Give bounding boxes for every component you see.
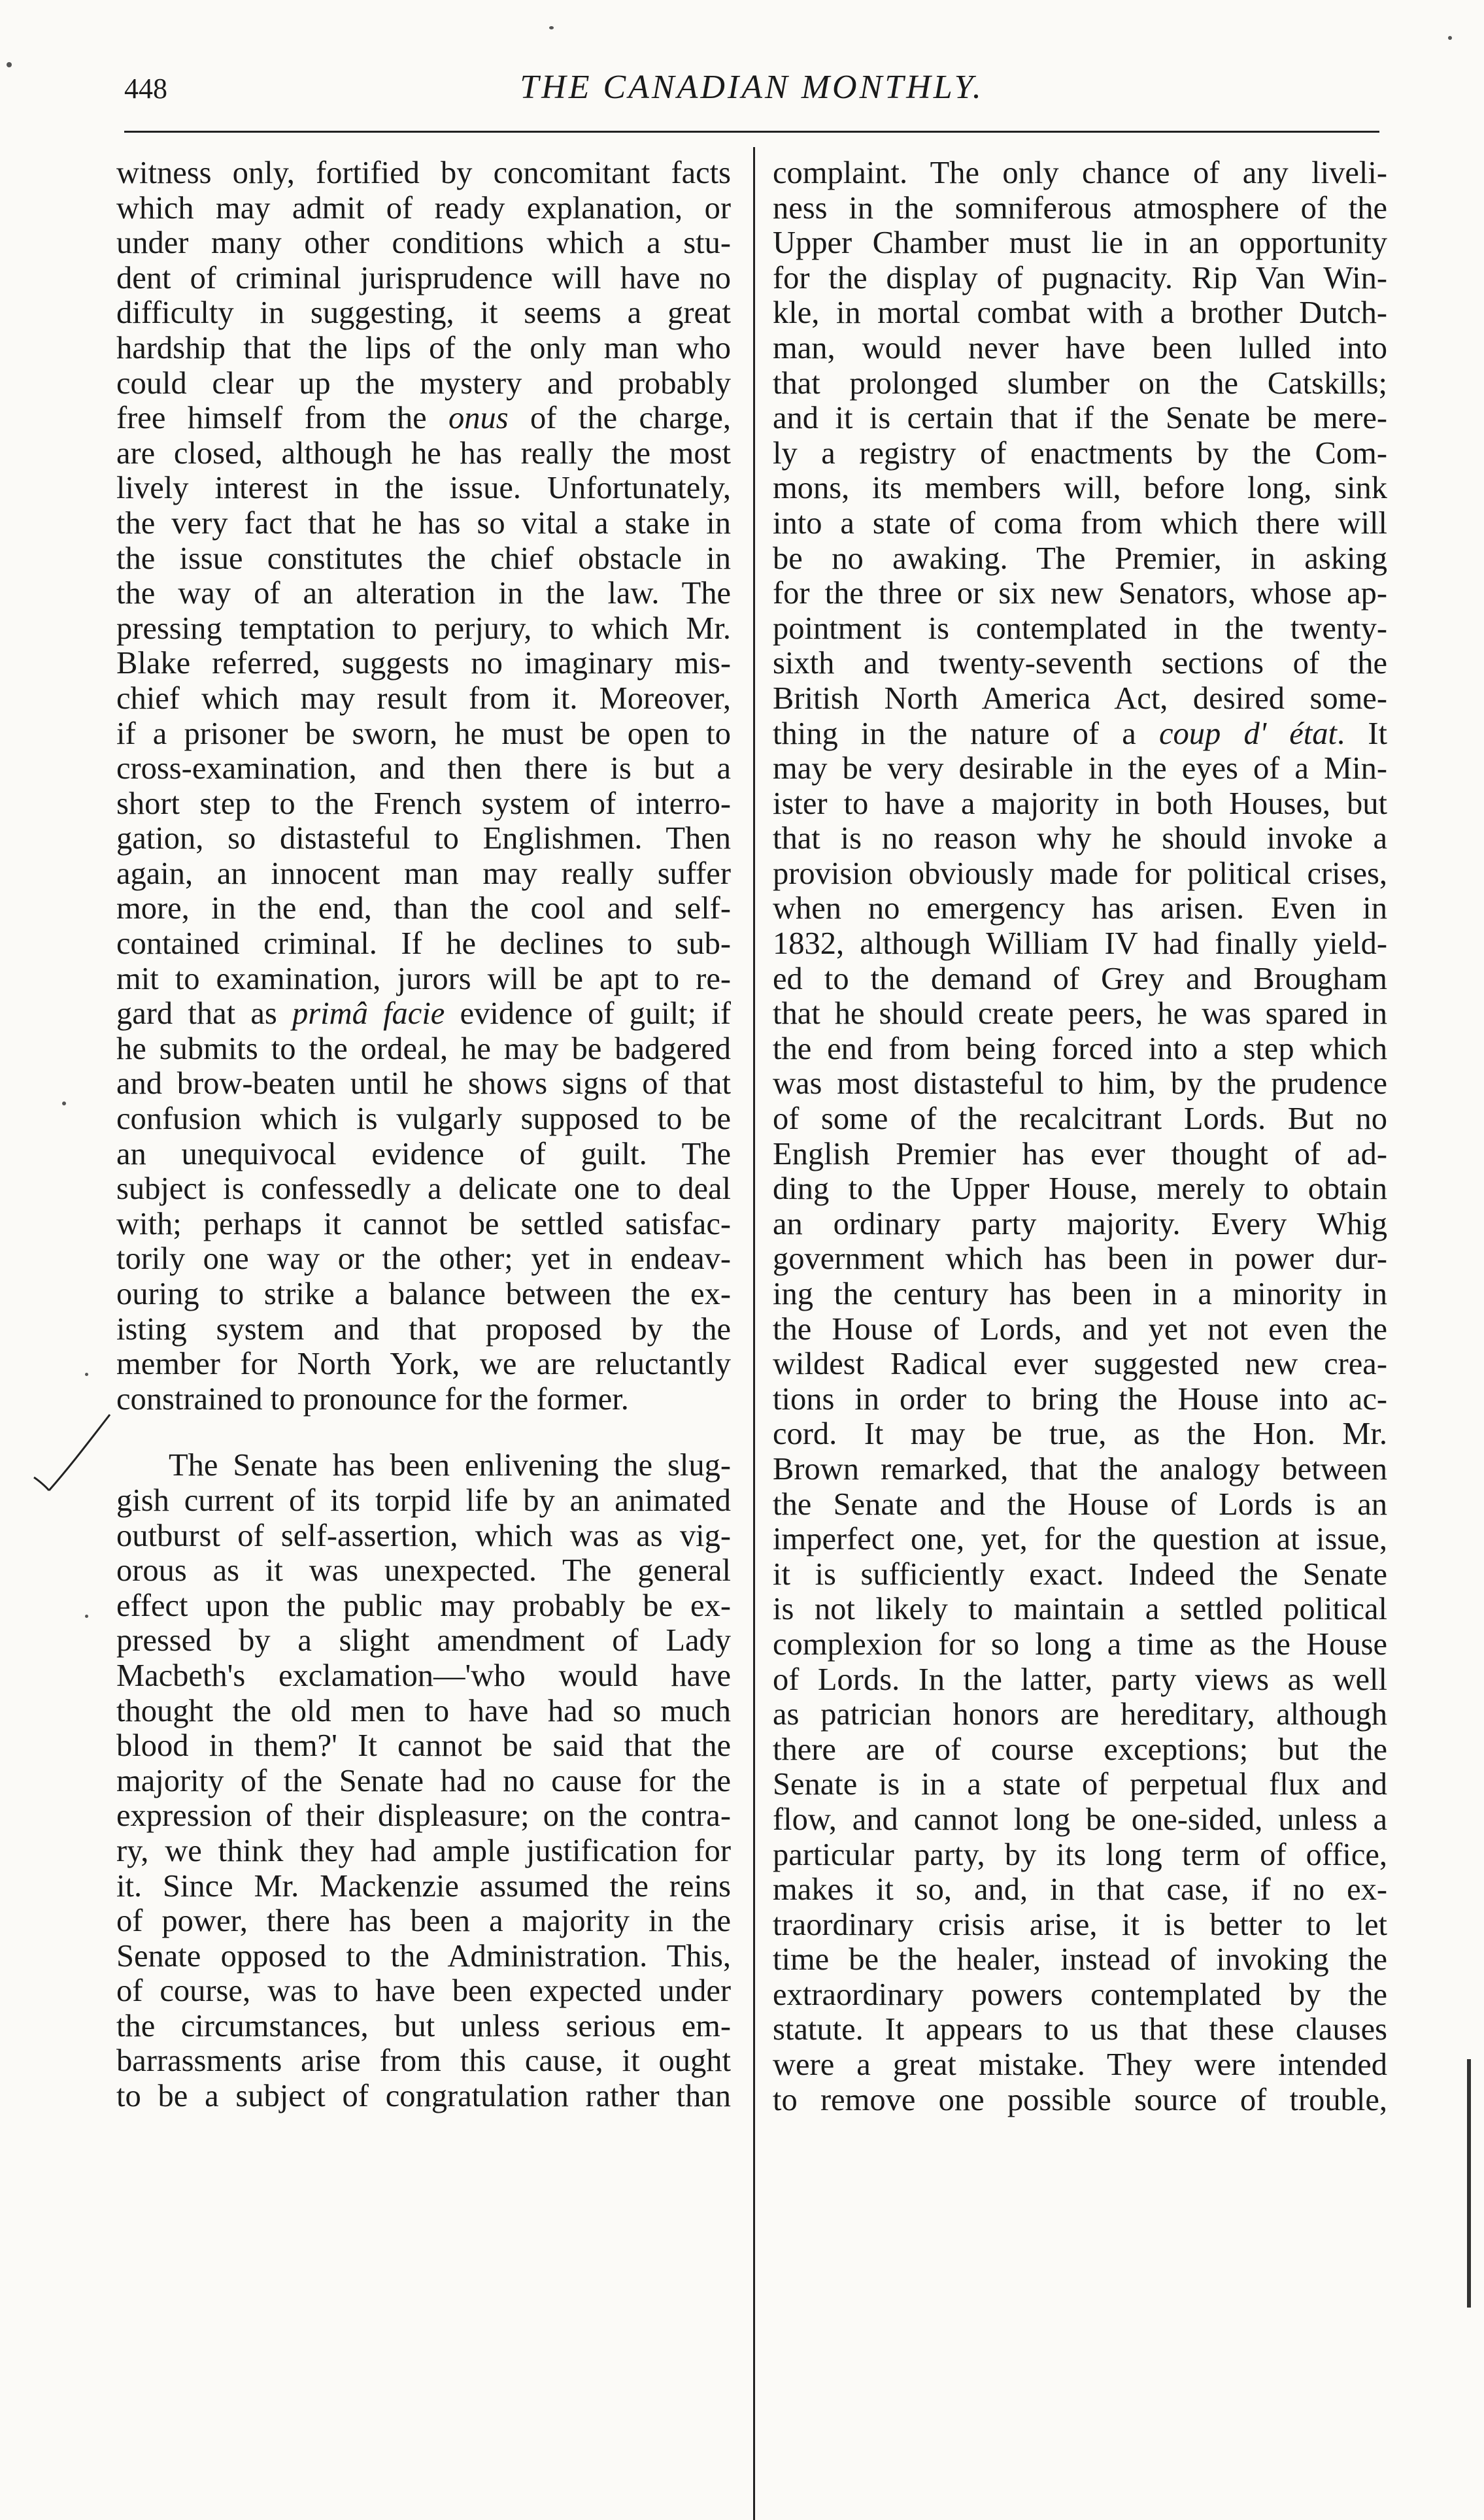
text-line: difficulty in suggesting, it seems a great bbox=[116, 295, 731, 331]
text-line: gish current of its torpid life by an animated bbox=[116, 1483, 731, 1518]
text-line: orous as it was unexpected. The general bbox=[116, 1553, 731, 1588]
text-line: when no emergency has arisen. Even in bbox=[773, 891, 1387, 926]
text-line: The Senate has been enlivening the slug- bbox=[169, 1448, 731, 1483]
text-line: into a state of coma from which there will bbox=[773, 505, 1387, 541]
text-line: be no awaking. The Premier, in asking bbox=[773, 541, 1387, 576]
text-line: mons, its members will, before long, sink bbox=[773, 471, 1387, 506]
text-line: pointment is contemplated in the twenty- bbox=[773, 611, 1387, 646]
text-line: for the display of pugnacity. Rip Van Win- bbox=[773, 260, 1387, 295]
text-line: contained criminal. If he declines to sub- bbox=[116, 926, 731, 962]
text-line: ing the century has been in a minority in bbox=[773, 1277, 1387, 1311]
handwritten-check-mark bbox=[33, 1412, 111, 1497]
text-line: confusion which is vulgarly supposed to be bbox=[116, 1101, 731, 1137]
text-line: it. Since Mr. Mackenzie assumed the reins bbox=[116, 1868, 731, 1904]
text-line: time be the healer, instead of invoking the bbox=[773, 1942, 1387, 1977]
text-line: isting system and that proposed by the bbox=[116, 1311, 731, 1347]
text-line: is not likely to maintain a settled political bbox=[773, 1592, 1387, 1627]
text-line: that prolonged slumber on the Catskills; bbox=[773, 365, 1387, 401]
text-line: more, in the end, than the cool and self- bbox=[116, 891, 731, 926]
text-line: ly a registry of enactments by the Com- bbox=[773, 435, 1387, 471]
text-line: thing in the nature of a coup d' état. It bbox=[773, 716, 1387, 751]
paragraph-gap bbox=[116, 1417, 731, 1448]
text-line: kle, in mortal combat with a brother Dutch- bbox=[773, 295, 1387, 331]
text-line: to be a subject of congratulation rather than bbox=[116, 2079, 731, 2114]
text-line: it is sufficiently exact. Indeed the Senate bbox=[773, 1556, 1387, 1592]
text-line: statute. It appears to us that these clauses bbox=[773, 2012, 1387, 2047]
text-line: mit to examination, jurors will be apt to re- bbox=[116, 961, 731, 996]
text-line: sixth and twenty-seventh sections of the bbox=[773, 646, 1387, 681]
page-header bbox=[124, 65, 1379, 124]
text-line: witness only, fortified by concomitant facts bbox=[116, 156, 731, 190]
text-line: and brow-beaten until he shows signs of that bbox=[116, 1066, 731, 1101]
text-line: subject is confessedly a delicate one to deal bbox=[116, 1171, 731, 1207]
text-line: blood in them?' It cannot be said that the bbox=[116, 1728, 731, 1764]
left-column bbox=[116, 156, 731, 2114]
text-line: again, an innocent man may really suffer bbox=[116, 856, 731, 891]
text-line: an ordinary party majority. Every Whig bbox=[773, 1206, 1387, 1241]
text-line: barrassments arise from this cause, it ought bbox=[116, 2043, 731, 2079]
text-line: as patrician honors are hereditary, although bbox=[773, 1697, 1387, 1732]
text-line: could clear up the mystery and probably bbox=[116, 365, 731, 401]
text-line: government which has been in power dur- bbox=[773, 1241, 1387, 1277]
text-line: dent of criminal jurisprudence will have no bbox=[116, 260, 731, 295]
text-line: of Lords. In the latter, party views as well bbox=[773, 1662, 1387, 1697]
text-line: 1832, although William IV had finally yield- bbox=[773, 926, 1387, 962]
text-line: the way of an alteration in the law. The bbox=[116, 576, 731, 611]
text-line: particular party, by its long term of office, bbox=[773, 1837, 1387, 1872]
scan-edge-mark bbox=[1467, 2059, 1471, 2308]
text-line: was most distasteful to him, by the prudence bbox=[773, 1066, 1387, 1101]
text-line: short step to the French system of interro- bbox=[116, 786, 731, 821]
right-column bbox=[773, 156, 1387, 2117]
text-line: gation, so distasteful to Englishmen. Then bbox=[116, 821, 731, 856]
text-line: majority of the Senate had no cause for the bbox=[116, 1763, 731, 1798]
text-line: Senate opposed to the Administration. This, bbox=[116, 1938, 731, 1974]
text-line: the Senate and the House of Lords is an bbox=[773, 1487, 1387, 1522]
text-line: which may admit of ready explanation, or bbox=[116, 190, 731, 226]
text-line: the issue constitutes the chief obstacle in bbox=[116, 541, 731, 576]
text-line: thought the old men to have had so much bbox=[116, 1693, 731, 1728]
text-line: were a great mistake. They were intended bbox=[773, 2047, 1387, 2083]
text-line: of power, there has been a majority in the bbox=[116, 1904, 731, 1939]
text-line: makes it so, and, in that case, if no ex- bbox=[773, 1872, 1387, 1907]
text-line: the House of Lords, and yet not even the bbox=[773, 1311, 1387, 1347]
text-line: may be very desirable in the eyes of a Min- bbox=[773, 751, 1387, 786]
text-line: Upper Chamber must lie in an opportunity bbox=[773, 226, 1387, 261]
text-line: ness in the somniferous atmosphere of the bbox=[773, 190, 1387, 226]
scan-speck bbox=[62, 1101, 66, 1105]
text-line: effect upon the public may probably be ex- bbox=[116, 1588, 731, 1623]
text-line: and it is certain that if the Senate be mere- bbox=[773, 401, 1387, 436]
text-line: torily one way or the other; yet in endeav- bbox=[116, 1241, 731, 1277]
text-line: English Premier has ever thought of ad- bbox=[773, 1136, 1387, 1171]
text-line: Blake referred, suggests no imaginary mis- bbox=[116, 646, 731, 681]
text-line: chief which may result from it. Moreover, bbox=[116, 680, 731, 716]
italic-phrase: primâ facie bbox=[292, 996, 445, 1032]
column-divider bbox=[753, 147, 755, 2520]
text-line: British North America Act, desired some- bbox=[773, 680, 1387, 716]
text-line: cross-examination, and then there is but a bbox=[116, 751, 731, 786]
text-line: flow, and cannot long be one-sided, unless a bbox=[773, 1802, 1387, 1837]
text-line: expression of their displeasure; on the contra- bbox=[116, 1798, 731, 1834]
text-line: pressing temptation to perjury, to which Mr. bbox=[116, 611, 731, 646]
text-line: the end from being forced into a step which bbox=[773, 1031, 1387, 1066]
text-line: constrained to pronounce for the former. bbox=[116, 1381, 629, 1417]
header-rule bbox=[124, 131, 1379, 133]
text-line: an unequivocal evidence of guilt. The bbox=[116, 1136, 731, 1171]
text-line: tions in order to bring the House into ac- bbox=[773, 1381, 1387, 1417]
text-line: ouring to strike a balance between the ex- bbox=[116, 1277, 731, 1311]
text-line: hardship that the lips of the only man who bbox=[116, 330, 731, 365]
text-line: outburst of self-assertion, which was as vig- bbox=[116, 1518, 731, 1553]
text-line: ister to have a majority in both Houses, but bbox=[773, 786, 1387, 821]
text-line: Brown remarked, that the analogy between bbox=[773, 1451, 1387, 1487]
text-line: Senate is in a state of perpetual flux and bbox=[773, 1767, 1387, 1802]
text-line: wildest Radical ever suggested new crea- bbox=[773, 1347, 1387, 1382]
text-line: if a prisoner be sworn, he must be open to bbox=[116, 716, 731, 751]
text-line: member for North York, we are reluctantly bbox=[116, 1347, 731, 1382]
text-line: with; perhaps it cannot be settled satisfac- bbox=[116, 1206, 731, 1241]
text-line: for the three or six new Senators, whose ap- bbox=[773, 576, 1387, 611]
italic-phrase: coup d' état bbox=[1158, 716, 1338, 751]
text-line: complexion for so long a time as the House bbox=[773, 1626, 1387, 1662]
text-line: man, would never have been lulled into bbox=[773, 330, 1387, 365]
text-line: provision obviously made for political crises, bbox=[773, 856, 1387, 891]
text-line: that he should create peers, he was spared in bbox=[773, 996, 1387, 1032]
text-line: extraordinary powers contemplated by the bbox=[773, 1977, 1387, 2012]
text-line: of course, was to have been expected under bbox=[116, 1974, 731, 2009]
text-line: traordinary crisis arise, it is better to let bbox=[773, 1907, 1387, 1942]
text-line: lively interest in the issue. Unfortunately, bbox=[116, 471, 731, 506]
text-line: he submits to the ordeal, he may be badgered bbox=[116, 1031, 731, 1066]
text-line: imperfect one, yet, for the question at issue, bbox=[773, 1522, 1387, 1557]
scan-speck bbox=[85, 1373, 88, 1376]
text-line: the circumstances, but unless serious em- bbox=[116, 2008, 731, 2043]
text-line: cord. It may be true, as the Hon. Mr. bbox=[773, 1417, 1387, 1452]
page-number: 448 bbox=[124, 73, 167, 105]
scan-speck bbox=[549, 26, 554, 29]
text-line: Macbeth's exclamation—'who would have bbox=[116, 1658, 731, 1693]
scan-speck bbox=[1448, 36, 1452, 40]
text-line: there are of course exceptions; but the bbox=[773, 1732, 1387, 1767]
text-line: ding to the Upper House, merely to obtain bbox=[773, 1171, 1387, 1207]
scan-speck bbox=[7, 62, 12, 67]
text-line: gard that as primâ facie evidence of guilt; if bbox=[116, 996, 731, 1032]
running-title: THE CANADIAN MONTHLY. bbox=[520, 69, 984, 106]
scan-speck bbox=[85, 1615, 88, 1618]
text-line: to remove one possible source of trouble, bbox=[773, 2082, 1387, 2117]
text-line: under many other conditions which a stu- bbox=[116, 226, 731, 261]
text-line: that is no reason why he should invoke a bbox=[773, 821, 1387, 856]
text-line: are closed, although he has really the most bbox=[116, 435, 731, 471]
text-line: ry, we think they had ample justification for bbox=[116, 1833, 731, 1868]
italic-phrase: onus bbox=[448, 401, 509, 436]
text-line: free himself from the onus of the charge, bbox=[116, 401, 731, 436]
text-line: of some of the recalcitrant Lords. But no bbox=[773, 1101, 1387, 1137]
text-line: the very fact that he has so vital a stake in bbox=[116, 505, 731, 541]
text-line: pressed by a slight amendment of Lady bbox=[116, 1623, 731, 1658]
text-line: complaint. The only chance of any liveli- bbox=[773, 156, 1387, 190]
text-line: ed to the demand of Grey and Brougham bbox=[773, 961, 1387, 996]
